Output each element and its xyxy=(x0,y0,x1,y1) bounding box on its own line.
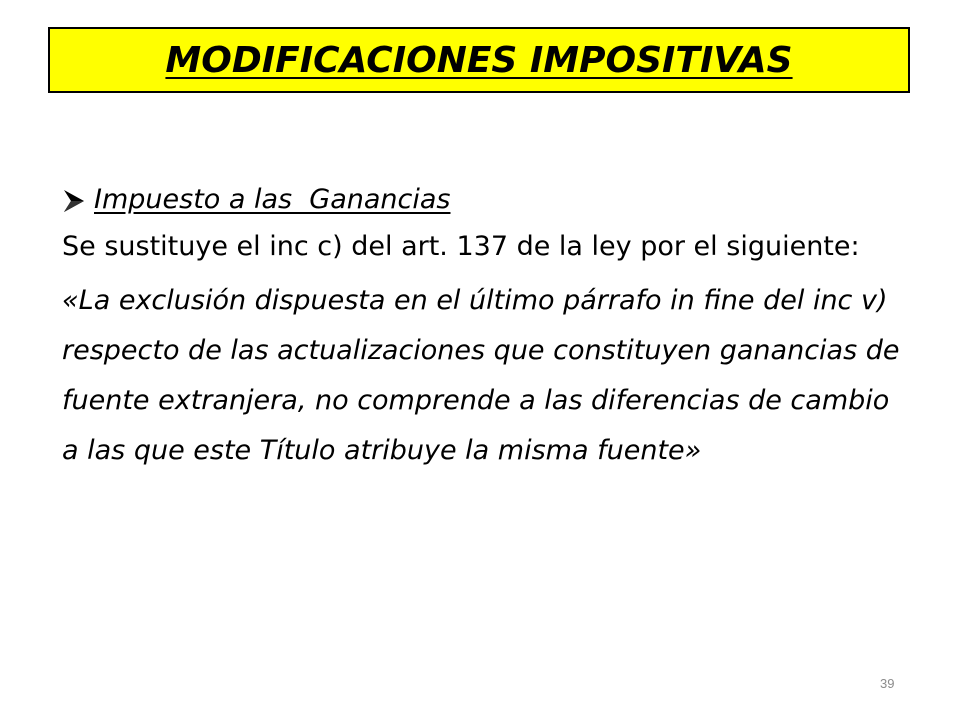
slide-content xyxy=(62,176,912,476)
body-paragraph: Se sustituye el inc c) del art. 137 de la ley por el siguiente: xyxy=(62,231,860,262)
arrow-bullet-icon xyxy=(62,188,94,214)
bullet-label: Impuesto a las Ganancias xyxy=(94,184,451,215)
quoted-text: «La exclusión dispuesta en el último párrafo in fine del inc v) respecto de las actualizaciones que constituyen ganancias de fuente extranjera, no comprende a las diferencias de cambio a las que este Título atribuye la misma fuente» xyxy=(62,285,900,466)
title-banner xyxy=(48,27,910,93)
slide-title: MODIFICACIONES IMPOSITIVAS xyxy=(165,39,793,81)
bullet-item xyxy=(62,176,912,223)
page-number: 39 xyxy=(880,676,895,691)
